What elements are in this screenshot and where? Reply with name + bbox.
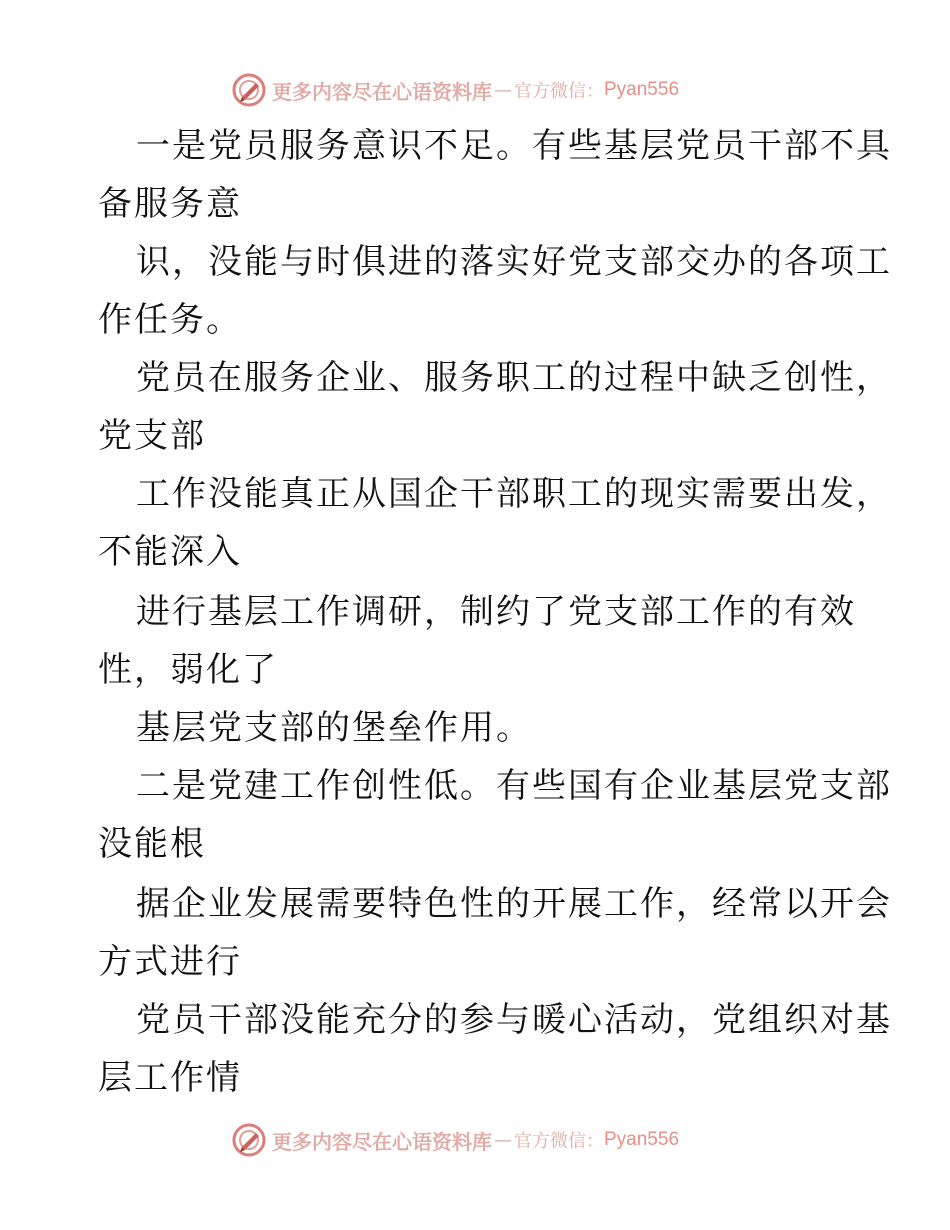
text-line: 进行基层工作调研，制约了党支部工作的有效 [136,592,856,632]
text-line: 基层党支部的堡垒作用。 [136,708,532,748]
text-line: 性，弱化了 [98,650,278,690]
text-line: 没能根 [98,824,206,864]
watermark-label: 官方微信： [514,81,604,102]
text-line: 方式进行 [98,942,242,982]
watermark-wechat-id: Pyan556 [604,79,680,100]
text-line: 作任务。 [98,300,242,340]
text-line: 党支部 [98,416,206,456]
text-line: 二是党建工作创性低。有些国有企业基层党支部 [136,766,892,806]
text-line: 工作没能真正从国企干部职工的现实需要出发， [136,474,892,514]
header-watermark [232,72,679,108]
watermark-wechat-id: Pyan556 [604,1129,680,1150]
watermark-separator: — [494,79,512,101]
watermark-label: 官方微信： [514,1131,604,1152]
footer-watermark [232,1122,679,1158]
text-line: 备服务意 [98,184,242,224]
watermark-separator: — [494,1129,512,1151]
text-line: 据企业发展需要特色性的开展工作，经常以开会 [136,884,892,924]
text-line: 识，没能与时俱进的落实好党支部交办的各项工 [136,242,892,282]
text-line: 层工作情 [98,1058,242,1098]
text-line: 一是党员服务意识不足。有些基层党员干部不具 [136,126,892,166]
watermark-site-text: 更多内容尽在心语资料库 [272,1129,492,1154]
pen-logo-icon [232,1123,266,1157]
watermark-site-text: 更多内容尽在心语资料库 [272,79,492,104]
text-line: 不能深入 [98,532,242,572]
pen-logo-icon [232,73,266,107]
text-line: 党员在服务企业、服务职工的过程中缺乏创性， [136,358,892,398]
text-line: 党员干部没能充分的参与暖心活动，党组织对基 [136,1000,892,1040]
